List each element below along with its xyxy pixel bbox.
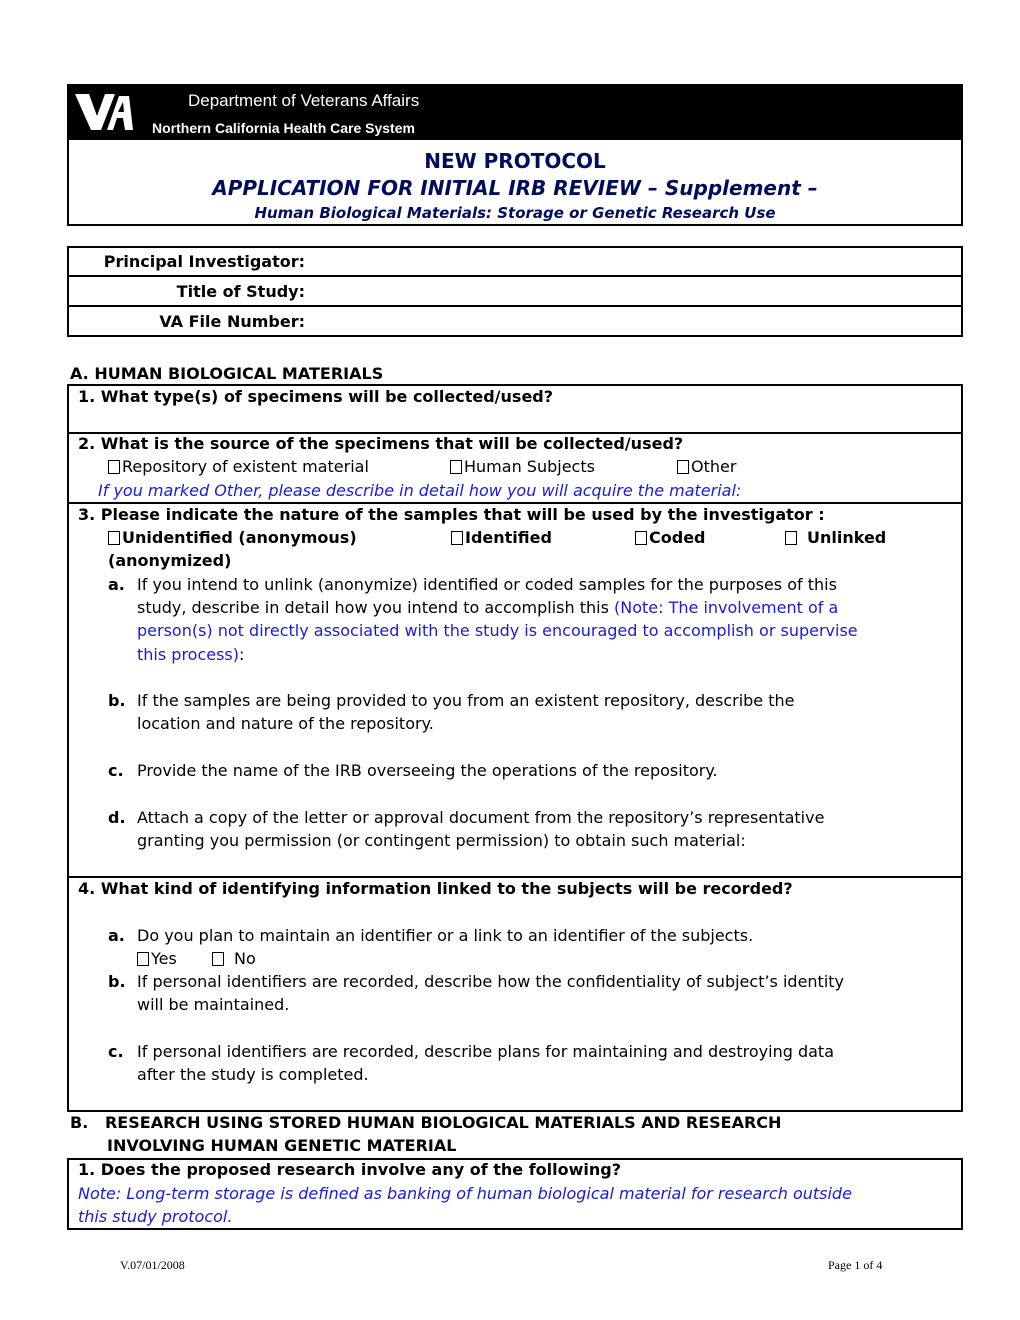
section-b-heading-line2: INVOLVING HUMAN GENETIC MATERIAL xyxy=(107,1136,457,1155)
option-label: Unlinked xyxy=(807,528,887,547)
doc-subtitle: Human Biological Materials: Storage or Genetic Research Use xyxy=(254,204,776,222)
title-of-study-label: Title of Study: xyxy=(176,282,305,301)
doc-title-line2: APPLICATION FOR INITIAL IRB REVIEW – Supplement – xyxy=(212,176,818,200)
checkbox-icon[interactable] xyxy=(635,531,647,545)
item-a4b-label: b. xyxy=(108,972,126,991)
item-a4b-line2: will be maintained. xyxy=(137,995,290,1014)
item-a3b-line1: If the samples are being provided to you from an existent repository, describe the xyxy=(137,691,795,710)
va-file-number-label: VA File Number: xyxy=(159,312,305,331)
item-a4c-line1: If personal identifiers are recorded, describe plans for maintaining and destroying data xyxy=(137,1042,834,1061)
item-a3a-note-line3: this process) xyxy=(137,645,240,664)
item-a4a-line1: Do you plan to maintain an identifier or a link to an identifier of the subjects. xyxy=(137,926,754,945)
footer-page-number: Page 1 of 4 xyxy=(828,1258,883,1272)
option-label: Identified xyxy=(465,528,552,547)
option-identified[interactable] xyxy=(451,528,552,547)
other-note: If you marked Other, please describe in detail how you will acquire the material: xyxy=(98,481,742,500)
pi-table-divider xyxy=(68,305,962,307)
doc-title-line1: NEW PROTOCOL xyxy=(424,149,606,173)
item-a3d-line2: granting you permission (or contingent permission) to obtain such material: xyxy=(137,831,746,850)
item-a3a-note-line2: person(s) not directly associated with the study is encouraged to accomplish or supervise xyxy=(137,621,858,640)
item-a3b-line2: location and nature of the repository. xyxy=(137,714,434,733)
principal-investigator-label: Principal Investigator: xyxy=(103,252,305,271)
checkbox-icon[interactable] xyxy=(677,460,689,474)
item-a3a-line1: If you intend to unlink (anonymize) identified or coded samples for the purposes of this xyxy=(137,575,837,594)
footer-version: V.07/01/2008 xyxy=(120,1258,185,1272)
item-a3a-line2: study, describe in detail how you intend to accomplish this xyxy=(137,598,614,617)
option-unidentified[interactable] xyxy=(108,528,357,547)
row-divider xyxy=(68,876,962,878)
option-other[interactable] xyxy=(677,457,736,476)
option-label: Coded xyxy=(649,528,706,547)
item-a4c-line2: after the study is completed. xyxy=(137,1065,369,1084)
item-a3a-colon: : xyxy=(239,645,245,664)
item-a4b-line1: If personal identifiers are recorded, describe how the confidentiality of subject’s identity xyxy=(137,972,845,991)
option-yes[interactable] xyxy=(137,949,177,968)
option-label: Unidentified (anonymous) xyxy=(122,528,357,547)
section-b-note-line2: this study protocol. xyxy=(78,1207,233,1226)
checkbox-icon[interactable] xyxy=(785,531,797,545)
item-a3d-label: d. xyxy=(108,808,126,827)
department-name: Department of Veterans Affairs xyxy=(188,91,420,110)
section-a-heading: A. HUMAN BIOLOGICAL MATERIALS xyxy=(70,364,384,383)
question-b1: 1. Does the proposed research involve any of the following? xyxy=(78,1160,621,1179)
item-a4c-label: c. xyxy=(108,1042,124,1061)
option-human-subjects[interactable] xyxy=(450,457,595,476)
item-a3d-line1: Attach a copy of the letter or approval document from the repository’s representative xyxy=(137,808,825,827)
section-b-heading-line1: B. RESEARCH USING STORED HUMAN BIOLOGICAL MATERIALS AND RESEARCH xyxy=(70,1113,782,1132)
item-a4a-label: a. xyxy=(108,926,125,945)
section-b-note-line1: Note: Long-term storage is defined as banking of human biological material for research outside xyxy=(78,1184,852,1203)
question-a2: 2. What is the source of the specimens that will be collected/used? xyxy=(78,434,684,453)
option-unlinked-cont: (anonymized) xyxy=(108,551,232,570)
checkbox-icon[interactable] xyxy=(212,952,224,966)
checkbox-icon[interactable] xyxy=(451,531,463,545)
item-a3a-label: a. xyxy=(108,575,125,594)
option-label: No xyxy=(234,949,256,968)
option-label: Human Subjects xyxy=(464,457,595,476)
checkbox-icon[interactable] xyxy=(108,531,120,545)
question-a1: 1. What type(s) of specimens will be collected/used? xyxy=(78,387,554,406)
item-a3b-label: b. xyxy=(108,691,126,710)
checkbox-icon[interactable] xyxy=(108,460,120,474)
row-divider xyxy=(68,502,962,504)
checkbox-icon[interactable] xyxy=(450,460,462,474)
option-unlinked[interactable] xyxy=(785,528,886,547)
option-coded[interactable] xyxy=(635,528,706,547)
option-repository[interactable] xyxy=(108,457,369,476)
item-a3c-line1: Provide the name of the IRB overseeing the operations of the repository. xyxy=(137,761,718,780)
option-no[interactable] xyxy=(212,949,256,968)
option-label: Other xyxy=(691,457,737,476)
checkbox-icon[interactable] xyxy=(137,952,149,966)
pi-table-divider xyxy=(68,275,962,277)
option-label: Repository of existent material xyxy=(122,457,369,476)
item-a3a-note: (Note: The involvement of a xyxy=(614,598,839,617)
subdepartment-name: Northern California Health Care System xyxy=(152,120,415,136)
va-logo-icon xyxy=(73,88,135,134)
option-label: Yes xyxy=(151,949,177,968)
question-a4: 4. What kind of identifying information linked to the subjects will be recorded? xyxy=(78,879,793,898)
question-a3: 3. Please indicate the nature of the samples that will be used by the investigator : xyxy=(78,505,825,524)
item-a3c-label: c. xyxy=(108,761,124,780)
